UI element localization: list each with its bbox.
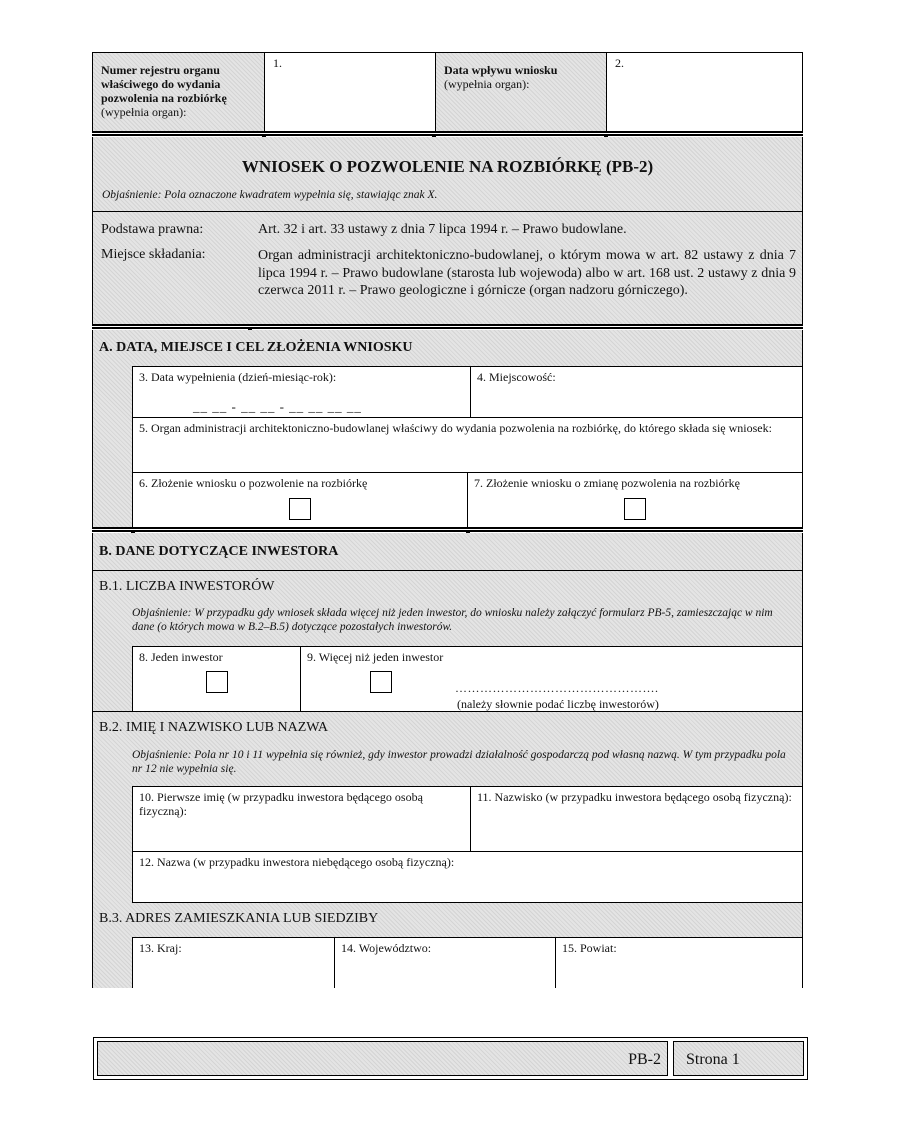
field-9-multiple-investors (300, 646, 803, 712)
field-12-label: 12. Nazwa (w przypadku inwestora niebędącego osobą fizyczną): (139, 855, 455, 869)
field-6-checkbox[interactable] (289, 498, 311, 520)
field-12-name[interactable] (132, 851, 803, 903)
field-15-county[interactable] (555, 937, 803, 988)
title-explanation: Objaśnienie: Pola oznaczone kwadratem wypełnia się, stawiając znak X. (102, 189, 438, 201)
field-10-first-name[interactable] (132, 786, 471, 852)
register-number-field[interactable] (265, 53, 435, 132)
field-13-country[interactable] (132, 937, 335, 988)
submission-place-text: Organ administracji architektoniczno-budowlanej, o którym mowa w art. 82 ustawy z dnia 7 lipca 1994 r. – Prawo budowlane (starosta lub wojewoda) albo w art. 168 ust. 2 ustawy z dnia 9 czerwca 2011 r. – Prawo geologiczne i górnicze (organ nadzoru górniczego). (258, 248, 796, 298)
b2-explanation: Objaśnienie: Pola nr 10 i 11 wypełnia się również, gdy inwestor prowadzi działalność gospodarczą pod własną nazwą. W tym przypadku pola nr 12 nie wypełnia się. (132, 749, 786, 775)
field-13-label: 13. Kraj: (139, 941, 182, 955)
register-number-label: Numer rejestru organu właściwego do wydania pozwolenia na rozbiórkę (101, 63, 227, 105)
section-a-header: A. DATA, MIEJSCE I CEL ZŁOŻENIA WNIOSKU (99, 340, 413, 355)
page-footer (93, 1037, 808, 1080)
double-divider (92, 324, 803, 329)
receipt-date-field[interactable] (607, 53, 802, 132)
field-7-permit-change (467, 472, 803, 528)
b1-explanation: Objaśnienie: W przypadku gdy wniosek składa więcej niż jeden inwestor, do wniosku należy załączyć formularz PB-5, zamieszczając w nim dane (o których mowa w B.2–B.5) dotyczące pozostałych inwestorów. (132, 607, 773, 633)
b2-header: B.2. IMIĘ I NAZWISKO LUB NAZWA (99, 720, 329, 735)
b3-header: B.3. ADRES ZAMIESZKANIA LUB SIEDZIBY (99, 911, 379, 926)
field-number-2: 2. (615, 56, 624, 70)
field-6-label: 6. Złożenie wniosku o pozwolenie na rozbiórkę (139, 476, 368, 490)
submission-place-label: Miejsce składania: (101, 247, 206, 262)
field-15-label: 15. Powiat: (562, 941, 617, 955)
field-9-note: (należy słownie podać liczbę inwestorów) (457, 697, 659, 711)
field-3-fill-date[interactable] (132, 366, 471, 418)
field-9-count-input[interactable]: …………………………………………. (455, 681, 659, 695)
field-4-label: 4. Miejscowość: (477, 370, 556, 384)
legal-basis-text: Art. 32 i art. 33 ustawy z dnia 7 lipca 1994 r. – Prawo budowlane. (258, 222, 627, 237)
b1-header: B.1. LICZBA INWESTORÓW (99, 579, 275, 594)
legal-basis-label: Podstawa prawna: (101, 222, 204, 237)
field-5-authority[interactable] (132, 417, 803, 473)
field-8-checkbox[interactable] (206, 671, 228, 693)
field-11-surname[interactable] (470, 786, 803, 852)
footer-page-cell (673, 1041, 804, 1076)
form-title: WNIOSEK O POZWOLENIE NA ROZBIÓRKĘ (PB-2) (241, 157, 654, 176)
field-4-place[interactable] (470, 366, 803, 418)
receipt-date-note: (wypełnia organ): (444, 77, 530, 91)
register-number-note: (wypełnia organ): (101, 105, 187, 119)
field-11-label: 11. Nazwisko (w przypadku inwestora będącego osobą fizyczną): (477, 790, 792, 804)
field-8-single-investor (132, 646, 301, 712)
footer-page-number: Strona 1 (686, 1051, 740, 1068)
register-number-label-cell (93, 53, 265, 132)
double-divider (92, 131, 803, 136)
b1-bottom-divider (92, 711, 803, 712)
field-5-label: 5. Organ administracji architektoniczno-budowlanej właściwy do wydania pozwolenia na rozbiórkę, do którego składa się wniosek: (139, 421, 772, 435)
field-6-permit-application (132, 472, 468, 528)
section-b-header: B. DANE DOTYCZĄCE INWESTORA (99, 544, 339, 559)
field-number-1: 1. (273, 56, 282, 70)
field-7-checkbox[interactable] (624, 498, 646, 520)
section-b-divider (92, 570, 803, 571)
field-10-label: 10. Pierwsze imię (w przypadku inwestora będącego osobą fizyczną): (139, 790, 423, 818)
footer-form-code: PB-2 (628, 1051, 661, 1068)
footer-code-cell (97, 1041, 668, 1076)
field-9-label: 9. Więcej niż jeden inwestor (307, 650, 444, 664)
field-14-voivodeship[interactable] (334, 937, 556, 988)
receipt-date-label: Data wpływu wniosku (444, 63, 558, 77)
field-7-label: 7. Złożenie wniosku o zmianę pozwolenia na rozbiórkę (474, 476, 740, 490)
legal-block (92, 211, 803, 326)
field-3-label: 3. Data wypełnienia (dzień-miesiąc-rok): (139, 370, 337, 384)
field-9-checkbox[interactable] (370, 671, 392, 693)
field-14-label: 14. Województwo: (341, 941, 432, 955)
receipt-date-label-cell (435, 53, 607, 132)
field-3-date-pattern: __ __ - __ __ - __ __ __ __ (193, 399, 362, 414)
field-8-label: 8. Jeden inwestor (139, 650, 223, 664)
title-block (92, 137, 803, 211)
double-divider (92, 527, 803, 532)
